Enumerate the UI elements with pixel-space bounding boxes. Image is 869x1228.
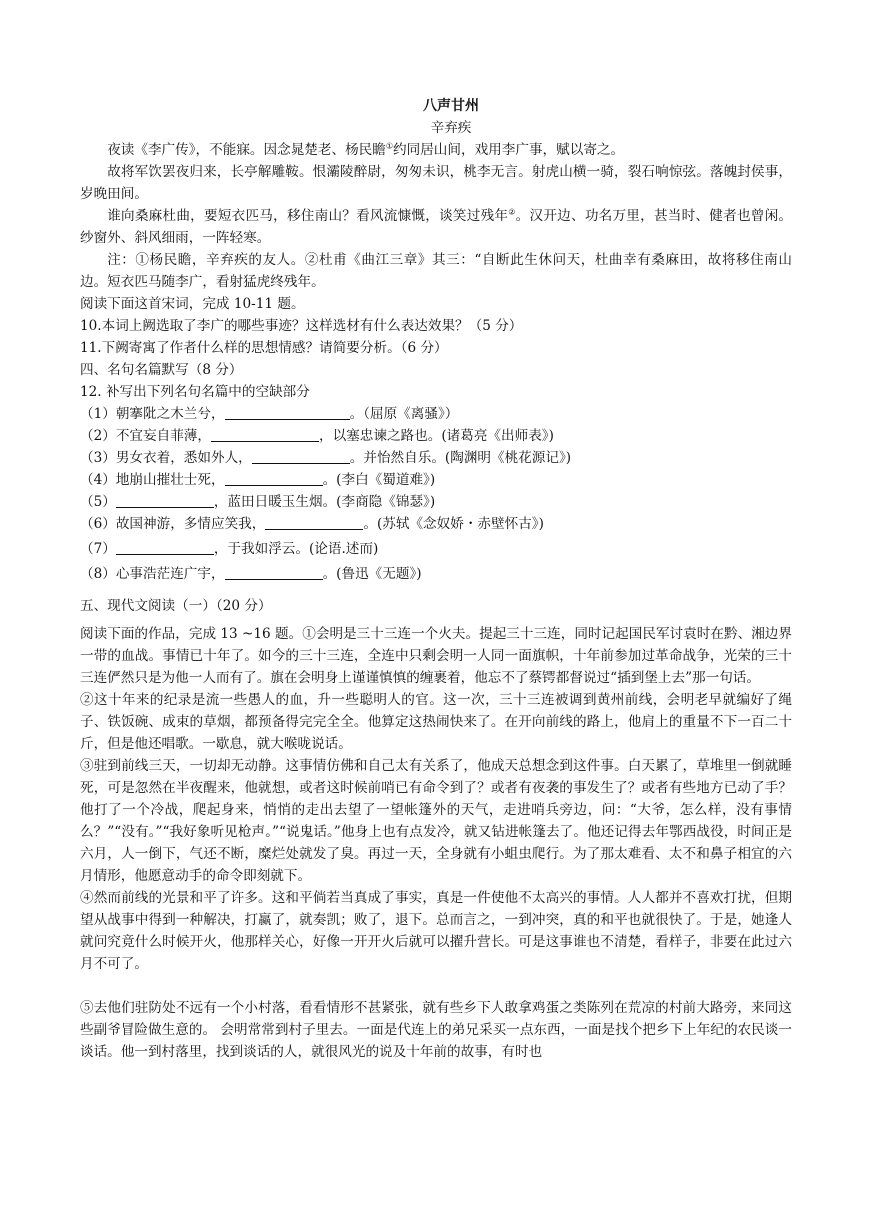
fill-item-5: （5） ，蓝田日暖玉生烟。(李商隐《锦瑟》): [80, 494, 436, 510]
passage-paragraph-4: ④然而前线的光景和平了许多。这和平倘若当真成了事实，真是一件使他不太高兴的事情。人人都并不喜欢打扰，但期望从战事中得到一种解决，打赢了，就奏凯；败了，退下。总而言之，一到冲突，真的和平也就很快了。于是，她逢人就问究竟什么时候开火，他那样关心，好像一开开火后就可以擢升营长。可是这事谁也不清楚，看样子，非要在此过六月不可了。: [80, 890, 792, 972]
passage-paragraph-1: 阅读下面的作品，完成 13 ~16 题。①会明是三十三连一个火夫。提起三十三连，同时记起国民军讨袁时在黔、湘边界一带的血战。事情已十年了。如今的三十三连，全连中只剩会明一人同一面旗帜，十年前参加过革命战争，光荣的三十三连俨然只是为他一人而有了。旗在会明身上谨谨慎慎的缠裹着，他忘不了蔡锷都督说过“插到堡上去”那一句话。: [80, 626, 792, 686]
footnote-mark: ②: [508, 207, 516, 217]
passage-paragraph-3: ③驻到前线三天，一切却无动静。这事情仿佛和自己太有关系了，他成天总想念到这件事。白天累了，草堆里一倒就睡死，可是忽然在半夜醒来，他就想，或者这时候前哨已有命令到了？或者有夜袭的事发生了？或者有些地方已动了手？他打了一个冷战，爬起身来，悄悄的走出去望了一望帐篷外的天气，走进哨兵旁边，问：“大爷，怎么样，没有事情么？”“没有。”“我好象听见枪声。”“说鬼话。”他身上也有点发冷，就又钻进帐篷去了。他还记得去年鄂西战役，时间正是六月，人一倒下，气还不断，糜烂处就发了臭。再过一天，全身就有小蛆虫爬行。为了那太难看、太不和鼻子相宜的六月情形，他愿意动手的命令即刻就下。: [80, 758, 792, 884]
fill-item-7: （7） ，于我如浮云。(论语.述而): [80, 541, 379, 557]
fill-item-1: （1）朝搴阰之木兰兮， 。（屈原《离骚》）: [80, 406, 459, 422]
footnote-mark: ①: [385, 141, 394, 151]
question-11: 11.下阙寄寓了作者什么样的思想情感？请简要分析。（6 分）: [80, 340, 448, 356]
answer-blank[interactable]: [225, 565, 323, 580]
question-10: 10.本词上阙选取了李广的哪些事迹？这样选材有什么表达效果？（5 分）: [80, 318, 523, 334]
poem-title: 八声甘州: [423, 98, 479, 114]
answer-blank[interactable]: [211, 427, 319, 442]
stanza2-text-cont: 。汉开边、功名万里，甚当时、健者也曾闲。纱窗外、斜风细雨，一阵轻寒。: [80, 208, 793, 246]
section-4-heading: 四、名句名篇默写（8 分）: [80, 362, 243, 378]
passage-paragraph-5: ⑤去他们驻防处不远有一个小村落，看看情形不甚紧张，就有些乡下人敢拿鸡蛋之类陈列在荒凉的村前大路旁，来同这些副爷冒险做生意的。 会明常常到村子里去。一面是代连上的弟兄采买一点东西，一面是找个把乡下上年纪的农民谈一谈话。他一到村落里，找到谈话的人，就很风光的说及十年前的故事，有时也: [80, 1000, 792, 1060]
answer-blank[interactable]: [265, 515, 363, 530]
poem-preface: [80, 139, 792, 161]
answer-blank[interactable]: [116, 493, 214, 508]
poem-stanza-1: 故将军饮罢夜归来，长亭解雕鞍。恨灞陵醉尉，匆匆未识，桃李无言。射虎山横一骑，裂石响惊弦。落魄封侯事，岁晚田间。: [80, 164, 792, 202]
preface-text-cont: 约同居山间，戏用李广事，赋以寄之。: [393, 142, 625, 158]
section-5-heading: 五、现代文阅读（一）（20 分）: [80, 598, 272, 614]
fill-item-3: （3）男女衣着，悉如外人， 。并怡然自乐。(陶渊明《桃花源记》): [80, 450, 572, 466]
question-12: 12. 补写出下列名句名篇中的空缺部分: [80, 384, 310, 400]
document-page: [80, 95, 792, 1063]
fill-item-8: （8）心事浩茫连广宇， 。(鲁迅《无题》): [80, 566, 422, 582]
preface-text: 夜读《李广传》，不能寐。因念晁楚老、杨民瞻: [107, 142, 386, 158]
answer-blank[interactable]: [225, 405, 350, 420]
poem-stanza-2: [80, 205, 792, 249]
answer-blank[interactable]: [116, 540, 214, 555]
poem-note: 注：①杨民瞻，辛弃疾的友人。②杜甫《曲江三章》其三：“自断此生休问天，杜曲幸有桑麻田，故将移住南山边。短衣匹马随李广，看射猛虎终残年。: [80, 252, 792, 290]
stanza2-text: 谁向桑麻杜曲，要短衣匹马，移住南山？看风流慷慨，谈笑过残年: [107, 208, 509, 224]
fill-blank-list: [80, 403, 792, 585]
passage-paragraph-2: ②这十年来的纪录是流一些愚人的血，升一些聪明人的官。这一次，三十三连被调到黄州前线，会明老早就编好了绳子、铁饭碗、成束的草烟，都预备得完完全全。他算定这热闹快来了。在开向前线的路上，他肩上的重量不下一百二十斤，但是他还唱歌。一歇息，就大喉咙说话。: [80, 692, 792, 752]
answer-blank[interactable]: [252, 449, 350, 464]
answer-blank[interactable]: [225, 471, 323, 486]
questions-intro: 阅读下面这首宋词，完成 10-11 题。: [80, 296, 305, 312]
fill-item-2: （2）不宜妄自菲薄， ，以塞忠谏之路也。(诸葛亮《出师表》): [80, 428, 554, 444]
poem-author: 辛弃疾: [430, 120, 472, 136]
fill-item-6: （6）故国神游，多情应笑我， 。(苏轼《念奴娇・赤壁怀古》): [80, 516, 544, 532]
fill-item-4: （4）地崩山摧壮士死， 。(李白《蜀道难》): [80, 472, 436, 488]
